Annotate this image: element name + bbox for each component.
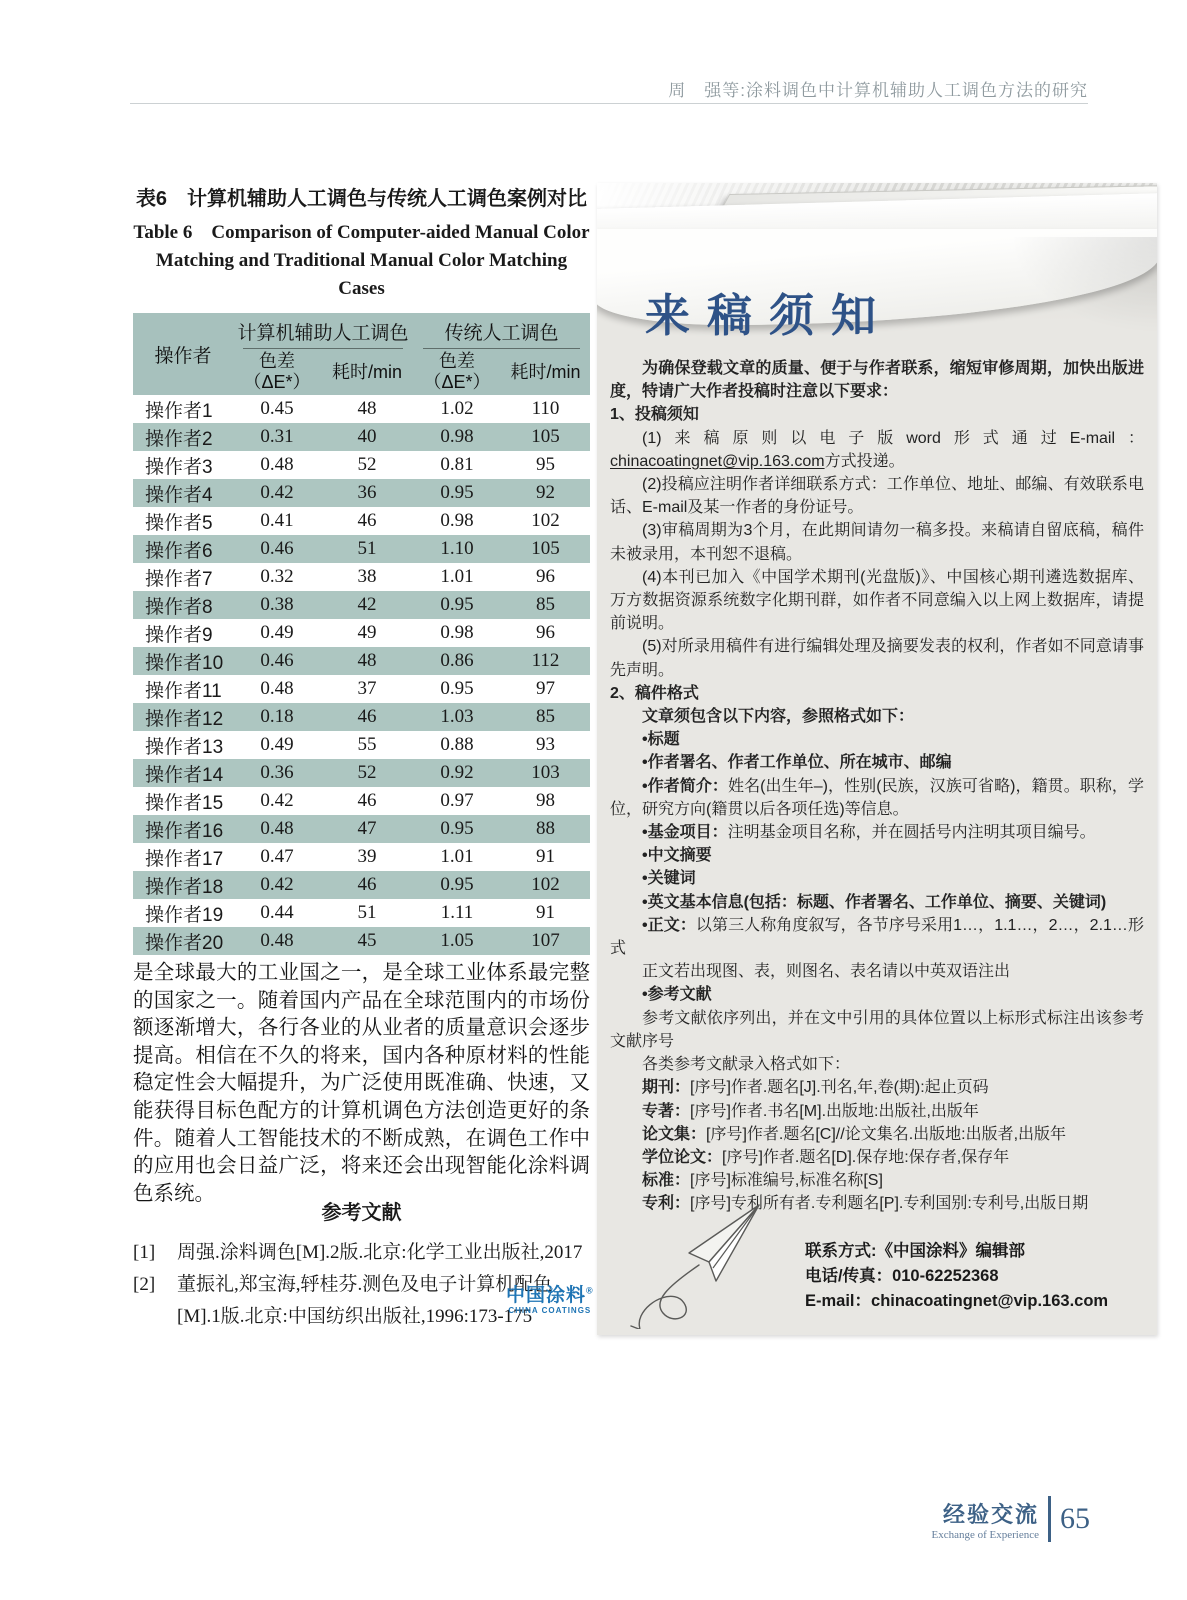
value-cell: 0.48 bbox=[260, 454, 294, 475]
value-cell: 0.97 bbox=[440, 790, 474, 811]
notice-paragraph: 期刊：[序号]作者.题名[J].刊名,年,卷(期):起止页码 bbox=[642, 1079, 989, 1097]
table-row bbox=[133, 591, 590, 619]
value-cell: 0.48 bbox=[260, 818, 294, 839]
value-cell: 48 bbox=[357, 398, 377, 419]
value-cell: 0.42 bbox=[260, 482, 294, 503]
notice-paragraph: •中文摘要 bbox=[642, 847, 712, 865]
col-time-1: 耗时/min bbox=[321, 349, 413, 395]
value-cell: 38 bbox=[357, 566, 377, 587]
notice-paragraph: 专著：[序号]作者.书名[M].出版地:出版社,出版年 bbox=[642, 1102, 979, 1120]
operator-cell: 操作者16 bbox=[145, 820, 224, 842]
operator-cell: 操作者1 bbox=[145, 400, 213, 422]
value-cell: 0.41 bbox=[260, 510, 294, 531]
notice-paragraph: 正文若出现图、表，则图名、表名请以中英双语注出 bbox=[642, 963, 1011, 981]
value-cell: 96 bbox=[536, 566, 556, 587]
notice-paragraph: 2、稿件格式 bbox=[610, 684, 699, 702]
operator-cell: 操作者14 bbox=[145, 764, 224, 786]
operator-cell: 操作者11 bbox=[145, 680, 222, 702]
notice-paragraph: (5)对所录用稿件有进行编辑处理及摘要发表的权利，作者如不同意请事先声明。 bbox=[610, 638, 1144, 679]
value-cell: 0.36 bbox=[260, 762, 294, 783]
table-row bbox=[133, 703, 590, 731]
operator-cell: 操作者17 bbox=[145, 848, 224, 870]
value-cell: 48 bbox=[357, 650, 377, 671]
value-cell: 0.18 bbox=[260, 706, 294, 727]
value-cell: 1.11 bbox=[440, 902, 474, 923]
table-caption-zh: 表6 计算机辅助人工调色与传统人工调色案例对比 bbox=[135, 188, 588, 210]
operator-cell: 操作者10 bbox=[145, 652, 224, 674]
table-row bbox=[133, 675, 590, 703]
value-cell: 0.45 bbox=[260, 398, 294, 419]
value-cell: 0.98 bbox=[440, 426, 474, 447]
contact-line: E-mail：chinacoatingnet@vip.163.com bbox=[805, 1292, 1109, 1310]
value-cell: 36 bbox=[357, 482, 377, 503]
table-row bbox=[133, 395, 590, 423]
notice-paragraph: •关键词 bbox=[642, 870, 696, 888]
table-row bbox=[133, 647, 590, 675]
operator-cell: 操作者3 bbox=[145, 456, 213, 478]
operator-cell: 操作者13 bbox=[145, 736, 224, 758]
table-row bbox=[133, 563, 590, 591]
value-cell: 0.47 bbox=[260, 846, 294, 867]
value-cell: 0.95 bbox=[440, 678, 474, 699]
value-cell: 1.01 bbox=[440, 566, 474, 587]
table-row bbox=[133, 619, 590, 647]
value-cell: 0.49 bbox=[260, 622, 294, 643]
value-cell: 45 bbox=[357, 930, 377, 951]
header-rule bbox=[130, 103, 1088, 104]
operator-cell: 操作者15 bbox=[145, 792, 224, 814]
value-cell: 110 bbox=[531, 398, 560, 419]
notice-paragraph: (1)来稿原则以电子版word形式通过E-mail：chinacoatingnet@vip.163.com方式投递。 bbox=[610, 429, 1144, 470]
china-coatings-logo: 中国涂料® CHINA COATINGS bbox=[506, 1285, 594, 1315]
col-operator: 操作者 bbox=[133, 313, 233, 395]
notice-paragraph: •作者简介：姓名(出生年–)，性别(民族，汉族可省略)，籍贯。职称，学位，研究方向(籍贯以后各项任选)等信息。 bbox=[610, 777, 1144, 818]
operator-cell: 操作者2 bbox=[145, 428, 213, 450]
page-number: 65 bbox=[1060, 1502, 1090, 1535]
value-cell: 105 bbox=[531, 426, 560, 447]
value-cell: 0.49 bbox=[260, 734, 294, 755]
notice-paragraph: 文章须包含以下内容，参照格式如下： bbox=[642, 708, 915, 726]
table-caption-en: Table 6 Comparison of Computer-aided Manual Color Matching and Traditional Manual Color Matching Cases bbox=[133, 222, 590, 299]
table-body bbox=[133, 395, 590, 955]
notice-paragraph: •标题 bbox=[642, 731, 680, 749]
notice-paragraph: 各类参考文献录入格式如下： bbox=[642, 1056, 851, 1074]
contact-line: 电话/传真：010-62252368 bbox=[805, 1267, 999, 1285]
value-cell: 52 bbox=[357, 454, 377, 475]
table-row bbox=[133, 927, 590, 955]
group-computer-aided: 计算机辅助人工调色 bbox=[233, 313, 413, 349]
value-cell: 46 bbox=[357, 874, 377, 895]
value-cell: 0.98 bbox=[440, 622, 474, 643]
col-color-diff-1: 色差 （ΔE*） bbox=[233, 349, 321, 395]
operator-cell: 操作者5 bbox=[145, 512, 213, 534]
notice-body bbox=[610, 357, 1144, 1216]
value-cell: 102 bbox=[531, 874, 560, 895]
value-cell: 51 bbox=[357, 538, 377, 559]
operator-cell: 操作者4 bbox=[145, 484, 213, 506]
notice-title: 来稿须知 bbox=[645, 290, 894, 341]
references-heading: 参考文献 bbox=[321, 1202, 402, 1224]
value-cell: 85 bbox=[536, 706, 556, 727]
value-cell: 97 bbox=[536, 678, 556, 699]
operator-cell: 操作者9 bbox=[145, 624, 213, 646]
table-row bbox=[133, 871, 590, 899]
value-cell: 112 bbox=[531, 650, 560, 671]
table-row bbox=[133, 815, 590, 843]
operator-cell: 操作者19 bbox=[145, 904, 224, 926]
table-row bbox=[133, 843, 590, 871]
value-cell: 0.81 bbox=[440, 454, 474, 475]
notice-panel bbox=[597, 183, 1157, 1335]
notice-paragraph: 标准：[序号]标准编号,标准名称[S] bbox=[642, 1172, 883, 1190]
value-cell: 0.44 bbox=[260, 902, 294, 923]
value-cell: 0.95 bbox=[440, 594, 474, 615]
reference-label: [2] bbox=[133, 1274, 156, 1295]
value-cell: 105 bbox=[531, 538, 560, 559]
table-row bbox=[133, 423, 590, 451]
page-footer bbox=[932, 1496, 1091, 1542]
operator-cell: 操作者7 bbox=[145, 568, 213, 590]
value-cell: 55 bbox=[357, 734, 377, 755]
value-cell: 0.95 bbox=[440, 482, 474, 503]
contact-block bbox=[805, 1239, 1108, 1314]
notice-paragraph: 论文集：[序号]作者.题名[C]//论文集名.出版地:出版者,出版年 bbox=[642, 1125, 1067, 1143]
value-cell: 0.95 bbox=[440, 818, 474, 839]
table-row bbox=[133, 535, 590, 563]
footer-section-en: Exchange of Experience bbox=[931, 1528, 1039, 1541]
operator-cell: 操作者12 bbox=[145, 708, 224, 730]
value-cell: 0.98 bbox=[440, 510, 474, 531]
notice-paragraph: (2)投稿应注明作者详细联系方式：工作单位、地址、邮编、有效联系电话、E-mail及某一作者的身份证号。 bbox=[610, 476, 1144, 517]
value-cell: 37 bbox=[357, 678, 377, 699]
notice-paragraph: •正文：以第三人称角度叙写，各节序号采用1…，1.1…，2…，2.1…形式 bbox=[610, 916, 1144, 958]
footer-section-zh: 经验交流 bbox=[942, 1501, 1039, 1527]
value-cell: 46 bbox=[357, 790, 377, 811]
value-cell: 0.42 bbox=[260, 874, 294, 895]
value-cell: 98 bbox=[536, 790, 556, 811]
value-cell: 0.88 bbox=[440, 734, 474, 755]
value-cell: 0.48 bbox=[260, 678, 294, 699]
notice-paragraph: •英文基本信息(包括：标题、作者署名、工作单位、摘要、关键词) bbox=[642, 893, 1107, 911]
notice-paragraph: 参考文献依序列出，并在文中引用的具体位置以上标形式标注出该参考文献序号 bbox=[610, 1009, 1144, 1050]
value-cell: 92 bbox=[536, 482, 556, 503]
value-cell: 1.02 bbox=[440, 398, 474, 419]
value-cell: 46 bbox=[357, 510, 377, 531]
operator-cell: 操作者20 bbox=[145, 932, 224, 954]
operator-cell: 操作者8 bbox=[145, 596, 213, 618]
contact-line: 联系方式:《中国涂料》编辑部 bbox=[805, 1242, 1025, 1260]
body-paragraph: 是全球最大的工业国之一，是全球工业体系最完整的国家之一。随着国内产品在全球范围内的市场份额逐渐增大，各行各业的从业者的质量意识会逐步提高。相信在不久的将来，国内各种原材料的性能稳定性会大幅提升，为广泛使用既准确、快速，又能获得目标色配方的计算机调色方法创造更好的条件。随着人工智能技术的不断成熟，在调色工作中的应用也会日益广泛，将来还会出现智能化涂料调色系统。 bbox=[133, 962, 590, 1205]
table-row bbox=[133, 451, 590, 479]
value-cell: 52 bbox=[357, 762, 377, 783]
comparison-table bbox=[133, 313, 590, 955]
table-row bbox=[133, 479, 590, 507]
value-cell: 1.10 bbox=[440, 538, 474, 559]
value-cell: 1.05 bbox=[440, 930, 474, 951]
value-cell: 103 bbox=[531, 762, 560, 783]
notice-paragraph: 为确保登载文章的质量、便于与作者联系，缩短审修周期，加快出版进度，特请广大作者投稿时注意以下要求： bbox=[610, 360, 1144, 401]
notice-paragraph: (3)审稿周期为3个月，在此期间请勿一稿多投。来稿请自留底稿，稿件未被录用，本刊恕不退稿。 bbox=[610, 522, 1144, 563]
col-color-diff-2: 色差 （ΔE*） bbox=[413, 349, 501, 395]
value-cell: 42 bbox=[357, 594, 377, 615]
table-row bbox=[133, 507, 590, 535]
footer-divider bbox=[1048, 1496, 1051, 1542]
value-cell: 0.42 bbox=[260, 790, 294, 811]
value-cell: 102 bbox=[531, 510, 560, 531]
value-cell: 85 bbox=[536, 594, 556, 615]
notice-paragraph: 专利：[序号]专利所有者.专利题名[P].专利国别:专利号,出版日期 bbox=[642, 1195, 1089, 1213]
value-cell: 107 bbox=[531, 930, 560, 951]
value-cell: 0.38 bbox=[260, 594, 294, 615]
value-cell: 49 bbox=[357, 622, 377, 643]
value-cell: 0.32 bbox=[260, 566, 294, 587]
col-time-2: 耗时/min bbox=[501, 349, 590, 395]
value-cell: 95 bbox=[536, 454, 556, 475]
running-head: 周 强等:涂料调色中计算机辅助人工调色方法的研究 bbox=[668, 81, 1088, 100]
table-header bbox=[133, 313, 590, 395]
value-cell: 88 bbox=[536, 818, 556, 839]
value-cell: 1.03 bbox=[440, 706, 474, 727]
reference-item: [2] 董振礼,郑宝海,轷桂芬.测色及电子计算机配色[M].1版.北京:中国纺织出版社,1996:173-175 bbox=[133, 1269, 590, 1333]
operator-cell: 操作者6 bbox=[145, 540, 213, 562]
value-cell: 1.01 bbox=[440, 846, 474, 867]
value-cell: 91 bbox=[536, 846, 556, 867]
paper-plane-icon bbox=[623, 1199, 783, 1329]
operator-cell: 操作者18 bbox=[145, 876, 224, 898]
table-row bbox=[133, 787, 590, 815]
value-cell: 39 bbox=[357, 846, 377, 867]
value-cell: 0.48 bbox=[260, 930, 294, 951]
value-cell: 47 bbox=[357, 818, 377, 839]
notice-paragraph: •参考文献 bbox=[642, 986, 712, 1004]
value-cell: 51 bbox=[357, 902, 377, 923]
group-traditional: 传统人工调色 bbox=[413, 313, 590, 349]
notice-paragraph: 1、投稿须知 bbox=[610, 406, 699, 424]
value-cell: 93 bbox=[536, 734, 556, 755]
value-cell: 0.86 bbox=[440, 650, 474, 671]
notice-paragraph: •作者署名、作者工作单位、所在城市、邮编 bbox=[642, 754, 952, 772]
value-cell: 0.95 bbox=[440, 874, 474, 895]
value-cell: 0.46 bbox=[260, 650, 294, 671]
reference-label: [1] bbox=[133, 1242, 156, 1263]
table-row bbox=[133, 759, 590, 787]
value-cell: 91 bbox=[536, 902, 556, 923]
left-column bbox=[133, 182, 590, 955]
value-cell: 40 bbox=[357, 426, 377, 447]
value-cell: 96 bbox=[536, 622, 556, 643]
value-cell: 0.31 bbox=[260, 426, 294, 447]
value-cell: 0.92 bbox=[440, 762, 474, 783]
notice-paragraph: 学位论文：[序号]作者.题名[D].保存地:保存者,保存年 bbox=[642, 1148, 1010, 1166]
value-cell: 46 bbox=[357, 706, 377, 727]
table-row bbox=[133, 731, 590, 759]
value-cell: 0.46 bbox=[260, 538, 294, 559]
notice-paragraph: •基金项目：注明基金项目名称，并在圆括号内注明其项目编号。 bbox=[642, 824, 1096, 842]
notice-paragraph: (4)本刊已加入《中国学术期刊(光盘版)》、中国核心期刊遴选数据库、万方数据资源系统数字化期刊群，如作者不同意编入以上网上数据库，请提前说明。 bbox=[610, 568, 1144, 633]
email-link[interactable]: chinacoatingnet@vip.163.com bbox=[610, 452, 825, 470]
reference-item: [1] 周强.涂料调色[M].2版.北京:化学工业出版社,2017 bbox=[133, 1237, 590, 1269]
table-row bbox=[133, 899, 590, 927]
